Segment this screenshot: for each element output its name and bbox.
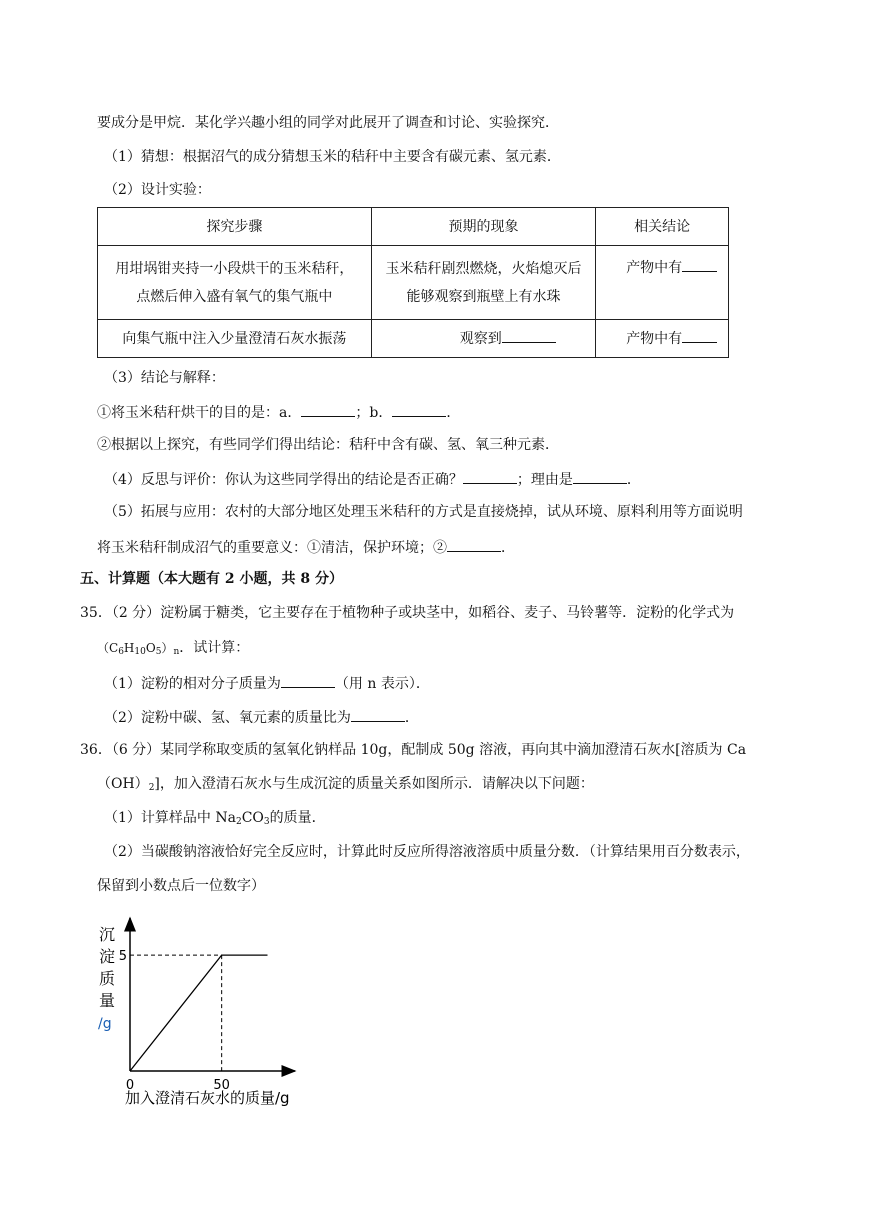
q36-item1-co: CO: [241, 810, 264, 826]
s3-blank-b[interactable]: [392, 401, 446, 417]
s4-text: [104, 468, 641, 490]
q36-oh: （OH）: [97, 776, 149, 792]
q35-item2: [104, 706, 419, 728]
design-text: （2）设计实验：: [104, 182, 211, 198]
q36-item2-line2: 保留到小数点后一位数字）: [97, 878, 265, 894]
y-axis-label: [99, 925, 115, 1010]
q35-item2-pre: （2）淀粉中碳、氢、氧元素的质量比为: [104, 710, 351, 726]
q36-item1-end: 的质量．: [269, 810, 326, 826]
step1-line-a: 用坩埚钳夹持一小段烘干的玉米秸秆，: [115, 260, 354, 277]
s5-line2-pre: 将玉米秸秆制成沼气的重要意义：①清洁，保护环境；②: [97, 540, 447, 556]
phen2-text: 观察到: [459, 330, 502, 347]
formula-sub-6: 6: [118, 647, 124, 657]
formula-sub-n: n: [173, 647, 180, 657]
table-header-conclusion: 相关结论: [596, 208, 729, 246]
concl2-text: 产物中有: [626, 330, 683, 347]
formula-tail: ．试计算：: [179, 640, 250, 656]
s3-title: （3）结论与解释：: [104, 370, 225, 386]
table-row2-conclusion: [596, 320, 729, 358]
q36-sub-2: 2: [148, 783, 155, 793]
intro-text: 要成分是甲烷．某化学兴趣小组的同学对此展开了调查和讨论、实验探究．: [97, 115, 559, 131]
table-row2-step: 向集气瓶中注入少量澄清石灰水振荡: [98, 320, 372, 358]
s4-pre: （4）反思与评价：你认为这些同学得出的结论是否正确？: [104, 472, 463, 488]
q35-item1-pre: （1）淀粉的相对分子质量为: [104, 676, 281, 692]
q36-line2: [97, 774, 594, 798]
precipitate-mass-chart: [90, 910, 330, 1110]
q35-item2-end: ．: [404, 710, 419, 726]
y-tick-label-5: 5: [118, 949, 127, 965]
formula-sub-10: 10: [134, 647, 146, 657]
s5-blank[interactable]: [447, 536, 501, 552]
s3-item2: ②根据以上探究，有些同学们得出结论：秸秆中含有碳、氢、氧三种元素．: [97, 437, 559, 453]
y-axis-label-char: 沉: [99, 925, 116, 944]
phen1-line-a: 玉米秸秆剧烈燃烧，火焰熄灭后: [385, 260, 582, 277]
q35-item1-end: （用 n 表示）．: [334, 676, 430, 692]
s3-blank-a[interactable]: [301, 401, 355, 417]
table-row2-phenomenon: [371, 320, 595, 358]
experiment-table: [97, 207, 729, 358]
s4-blank-1[interactable]: [463, 468, 517, 484]
q36-line2-rest: ]，加入澄清石灰水与生成沉淀的质量关系如图所示．请解决以下问题：: [154, 776, 594, 792]
q35-formula: [97, 638, 249, 662]
y-axis-label-char: 量: [99, 991, 116, 1010]
concl2-blank[interactable]: [682, 327, 717, 343]
q36-item2-line1: （2）当碳酸钠溶液恰好完全反应时，计算此时反应所得溶液溶质中质量分数．（计算结果用百分数表示，: [104, 844, 750, 860]
y-axis-label-char: 淀: [99, 947, 116, 966]
q36-item1-sub-3: 3: [263, 817, 270, 827]
table-header-phenomenon: 预期的现象: [371, 208, 595, 246]
formula-paren: ）: [161, 641, 174, 655]
s5-line2-end: ．: [501, 540, 515, 556]
table-row1-step: [98, 246, 372, 320]
formula-o: O: [145, 641, 156, 655]
table-row1-phenomenon: [371, 246, 595, 320]
data-series-line: [130, 955, 268, 1071]
q36-item1-pre: （1）计算样品中 Na: [104, 810, 236, 826]
s3-item1: [97, 401, 460, 423]
x-axis-label: 加入澄清石灰水的质量/g: [125, 1089, 290, 1107]
phen1-line-b: 能够观察到瓶壁上有水珠: [406, 288, 561, 305]
s5-line1: （5）拓展与应用：农村的大部分地区处理玉米秸秆的方式是直接烧掉，试从环境、原料利用等方面说明: [104, 504, 743, 520]
x-tick-label-50: 50: [213, 1078, 230, 1093]
q35-item1: [104, 672, 430, 694]
q35-blank-2[interactable]: [351, 706, 405, 722]
step1-line-b: 点燃后伸入盛有氧气的集气瓶中: [136, 288, 333, 305]
concl1-blank[interactable]: [682, 256, 717, 272]
q36-item1-sub-2: 2: [235, 817, 242, 827]
y-axis-unit: /g: [98, 1016, 112, 1032]
guess-text: （1）猜想：根据沼气的成分猜想玉米的秸秆中主要含有碳元素、氢元素．: [104, 149, 561, 165]
table-header-step: 探究步骤: [98, 208, 372, 246]
s4-blank-2[interactable]: [573, 468, 627, 484]
s5-line2: [97, 536, 515, 558]
table-row1-conclusion: [596, 246, 729, 320]
formula-h: H: [123, 641, 135, 655]
s4-end: ．: [626, 472, 641, 488]
s3-item1-mid: ；b．: [355, 405, 393, 421]
s3-item1-pre: ①将玉米秸秆烘干的目的是：a．: [97, 405, 302, 421]
section5-heading: 五、计算题（本大题有 2 小题，共 8 分）: [80, 571, 343, 587]
formula-c: （C: [97, 641, 119, 655]
s4-mid: ；理由是: [516, 472, 573, 488]
y-axis-label-char: 质: [99, 969, 116, 988]
formula-sub-5: 5: [155, 647, 162, 657]
q36-item1: [104, 808, 326, 832]
phen2-blank[interactable]: [502, 327, 556, 343]
origin-label: 0: [125, 1078, 135, 1093]
q35-blank-1[interactable]: [281, 672, 335, 688]
s3-item1-end: ．: [446, 405, 461, 421]
q36-line1: 36．（6 分）某同学称取变质的氢氧化钠样品 10g，配制成 50g 溶液，再向其中滴加澄清石灰水[溶质为 Ca: [80, 742, 747, 758]
q35-line1: 35．（2 分）淀粉属于糖类，它主要存在于植物种子或块茎中，如稻谷、麦子、马铃薯等．淀粉的化学式为: [80, 605, 735, 621]
concl1-text: 产物中有: [626, 260, 683, 276]
